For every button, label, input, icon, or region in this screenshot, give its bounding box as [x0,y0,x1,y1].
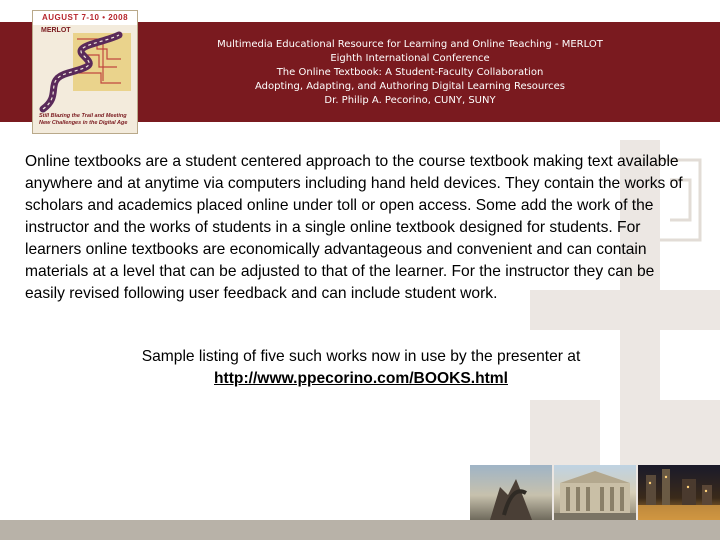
sample-intro-text: Sample listing of five such works now in use by the presenter at [141,348,581,365]
logo-tagline [39,113,127,127]
logo-date: AUGUST 7-10 • 2008 [33,11,137,25]
photo-sculpture [470,465,552,520]
logo-tagline-line-1: Still Blazing the Trail and Meeting [39,113,127,119]
footer-band [0,520,720,540]
logo-brand: MERLOT [41,27,71,34]
sample-listing [25,346,697,390]
conference-logo [32,10,138,134]
photo-night-city [638,465,720,520]
conference-header [130,38,690,108]
header-line-session: The Online Textbook: A Student-Faculty Collaboration [276,67,544,78]
books-link[interactable]: http://www.ppecorino.com/BOOKS.html [214,370,508,387]
header-line-title: Multimedia Educational Resource for Learning and Online Teaching - MERLOT [217,39,603,50]
photo-strip [470,465,720,520]
header-line-presenter: Dr. Philip A. Pecorino, CUNY, SUNY [324,95,496,106]
trail-map-icon [33,25,138,113]
header-line-subtitle: Adopting, Adapting, and Authoring Digital Learning Resources [254,81,566,92]
logo-tagline-line-2: New Challenges in the Digital Age [39,120,128,126]
header-line-conference: Eighth International Conference [330,53,490,64]
photo-campus-building [554,465,636,520]
body-paragraph: Online textbooks are a student centered approach to the course textbook making text available anywhere and at anytime via computers including hand held devices. They contain the works of scholars and academics placed online under toll or open access. Some add the work of the instructor and the works of students in a single online textbook designed for students. For learners online textbooks are economically advantageous and convenient and can contain materials at a level that can be adjusted to that of the learner. For the instructor they can be easily revised following user feedback and can include student work. [25,153,683,302]
